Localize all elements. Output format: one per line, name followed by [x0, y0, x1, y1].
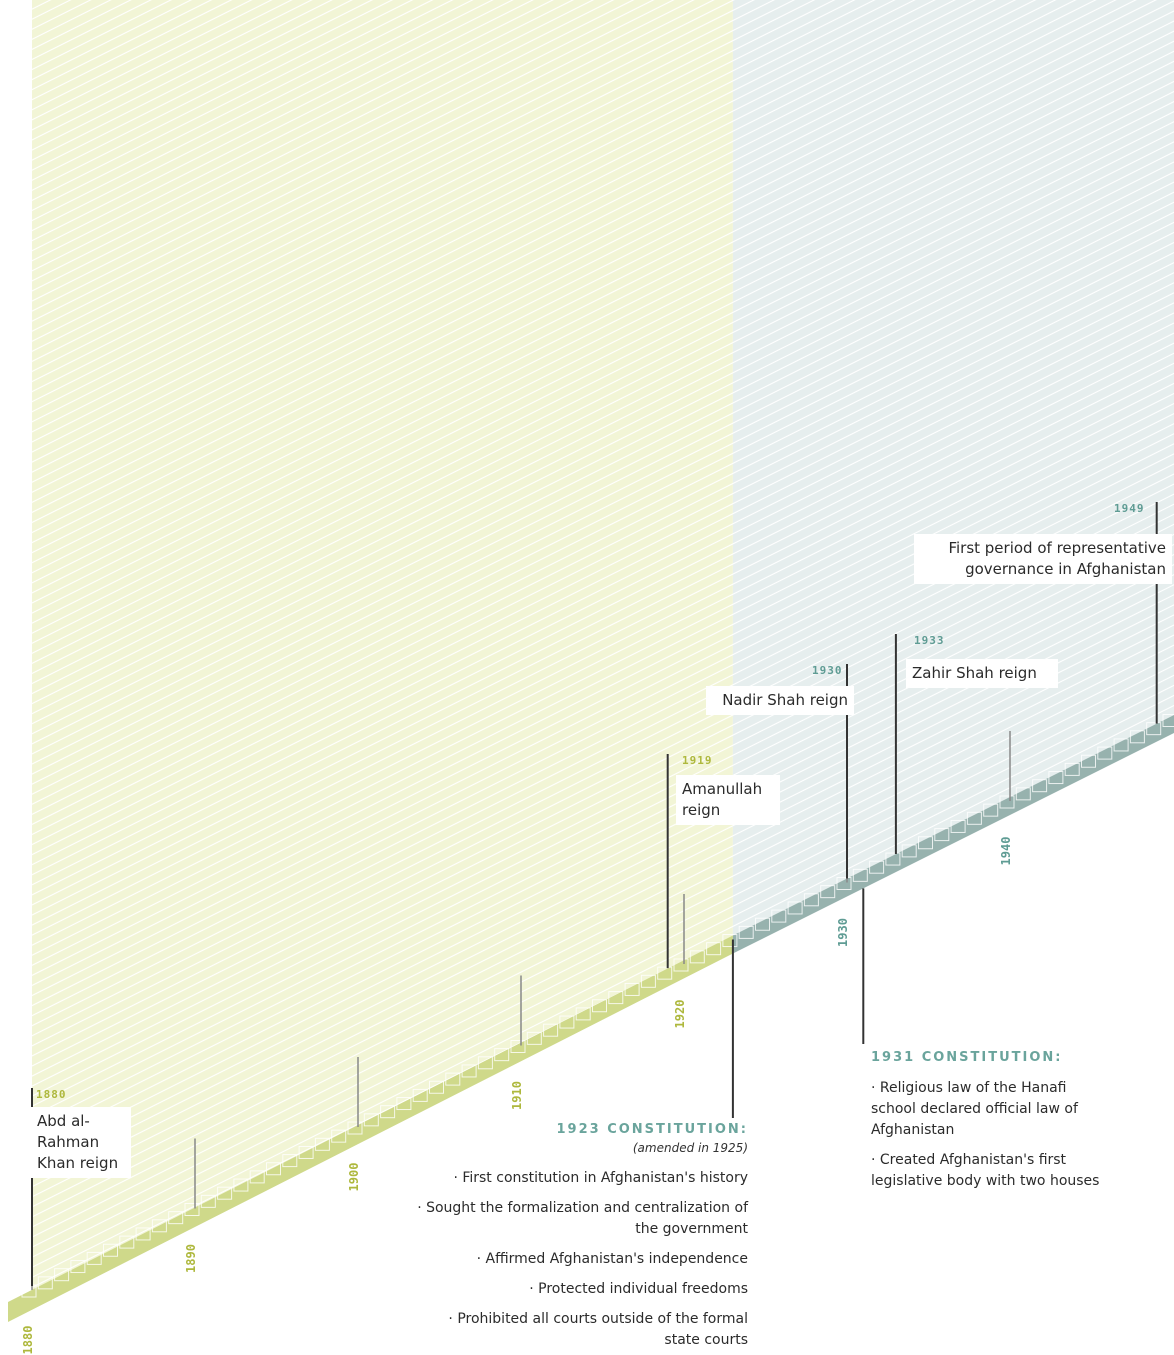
event-label-zahir-shah: Zahir Shah reign — [906, 659, 1058, 688]
constitution-1931-title: 1931 CONSTITUTION: — [871, 1050, 1063, 1065]
constitution-1923-point: · Affirmed Afghanistan's independence — [476, 1251, 748, 1267]
constitution-1923-title: 1923 CONSTITUTION: — [556, 1122, 748, 1137]
event-year-1933: 1933 — [914, 634, 945, 647]
event-year-1930: 1930 — [812, 664, 843, 677]
constitution-1923-point: · Sought the formalization and centralization of the government — [417, 1200, 748, 1237]
olive-period-background — [32, 0, 733, 1290]
teal-period-background — [733, 0, 1174, 940]
axis-tick-label-1890: 1890 — [184, 1244, 198, 1273]
axis-tick-label-1930: 1930 — [836, 918, 850, 947]
constitution-1923-points — [380, 1168, 748, 1355]
axis-tick-label-1900: 1900 — [347, 1162, 361, 1192]
axis-tick-label-1880: 1880 — [21, 1325, 35, 1355]
event-label-nadir-shah: Nadir Shah reign — [706, 686, 854, 715]
constitution-1923-note: (amended in 1925) — [632, 1141, 748, 1155]
event-year-1880: 1880 — [36, 1088, 67, 1101]
constitution-1923-point: · Prohibited all courts outside of the formal state courts — [448, 1311, 748, 1348]
axis-tick-label-1920: 1920 — [673, 999, 687, 1029]
axis-tick-label-1940: 1940 — [999, 836, 1013, 866]
constitution-1931-point: · Religious law of the Hanafi school declared official law of Afghanistan — [871, 1080, 1078, 1138]
constitution-1931-point: · Created Afghanistan's first legislative body with two houses — [871, 1152, 1100, 1189]
event-label-abd-al-rahman: Abd al-Rahman Khan reign — [31, 1107, 131, 1178]
axis-tick-label-1910: 1910 — [510, 1081, 524, 1110]
event-year-1949: 1949 — [1114, 502, 1145, 515]
event-label-amanullah: Amanullah reign — [676, 775, 780, 825]
constitution-1923-point: · Protected individual freedoms — [529, 1281, 748, 1297]
event-year-1919: 1919 — [682, 754, 713, 767]
constitution-1923-point: · First constitution in Afghanistan's history — [453, 1170, 748, 1186]
constitution-1931-points — [871, 1078, 1103, 1201]
event-label-1949-governance: First period of representative governance in Afghanistan — [914, 534, 1172, 584]
